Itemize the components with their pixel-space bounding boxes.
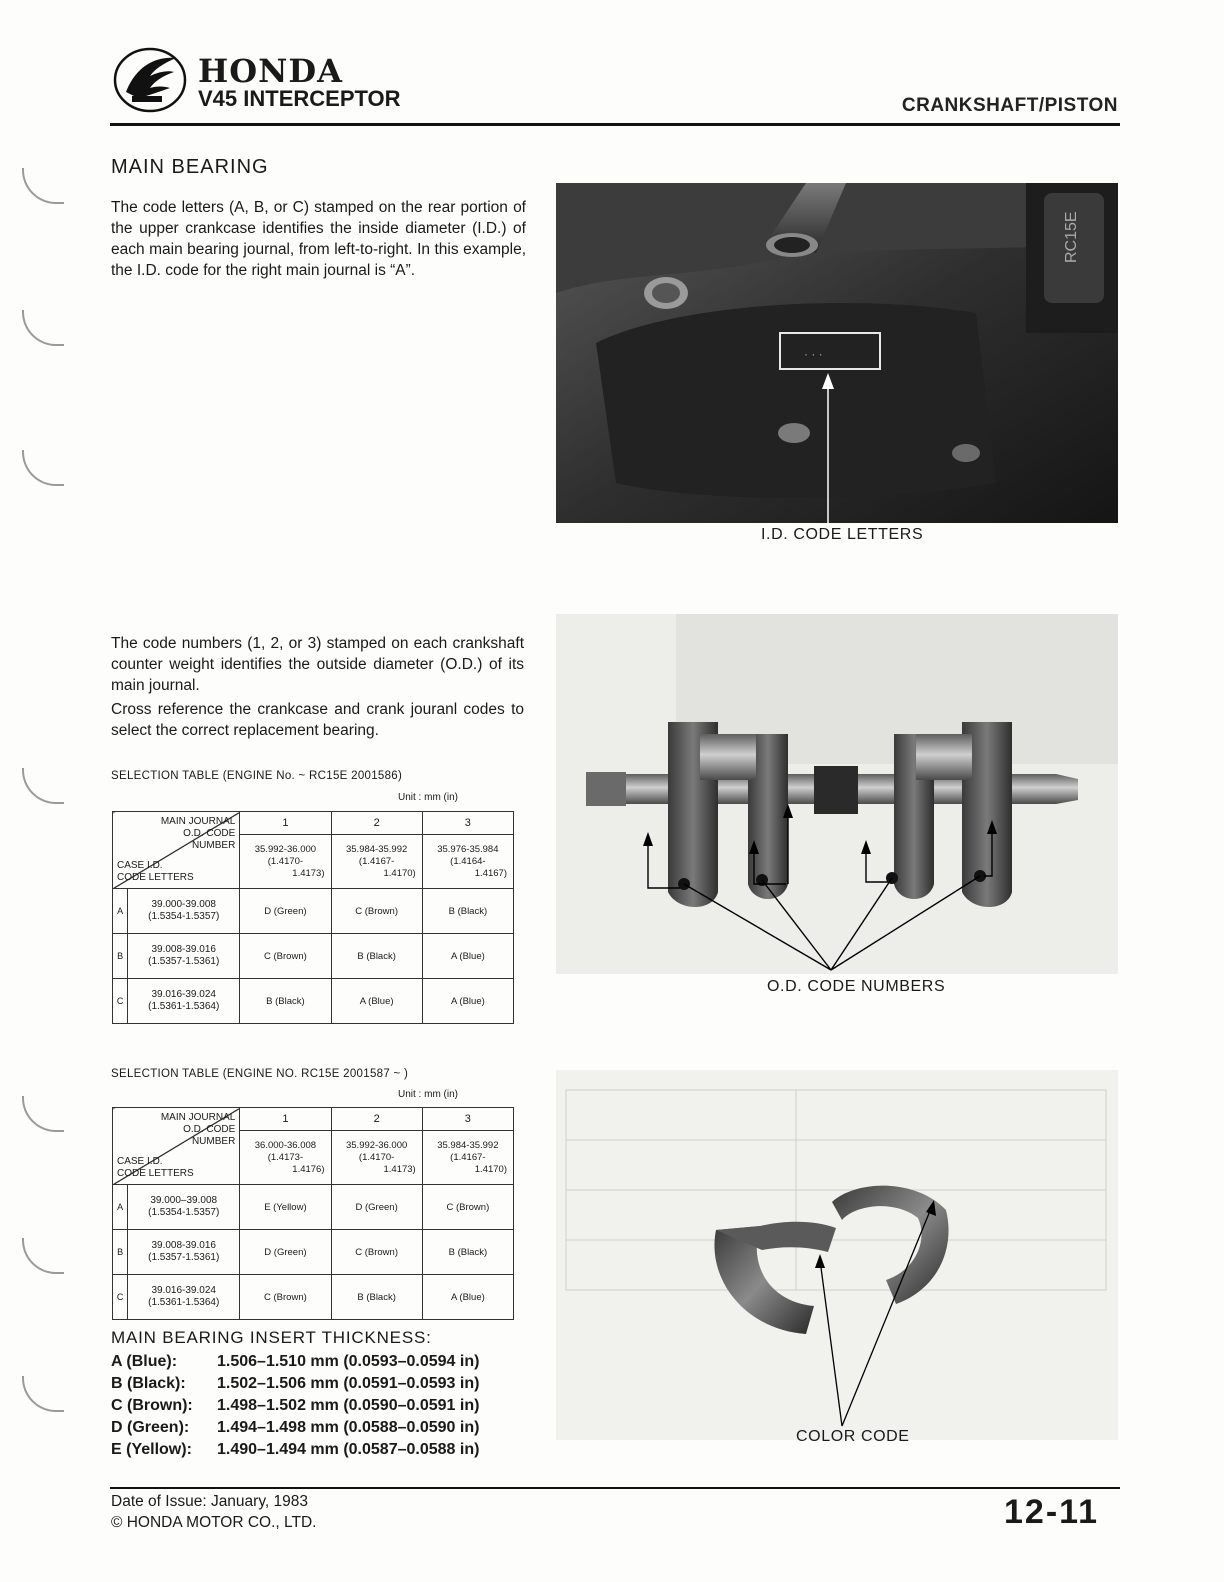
crankcase-stamp: RC15E (1063, 211, 1080, 263)
corner-label: NUMBER (191, 1136, 236, 1147)
table2-caption: SELECTION TABLE (ENGINE NO. RC15E 2001587 ~ ) (111, 1068, 409, 1080)
table1-col-number: 3 (422, 812, 513, 835)
row-letter: B (113, 1230, 128, 1275)
cross-reference-paragraph: Cross reference the crankcase and crank jouranl codes to select the correct replacement bearing. (111, 701, 524, 739)
table2-col-number: 2 (331, 1108, 422, 1131)
table-cell: D (Green) (331, 1185, 422, 1230)
crankshaft-photo (556, 614, 1118, 974)
corner-label: CODE LETTERS (117, 872, 194, 883)
row-range-mm: 39.016-39.024 (151, 989, 216, 1000)
col-range-in: 1.4173) (383, 1163, 416, 1175)
insert-value: 1.506–1.510 mm (0.0593–0.0594 in) (217, 1353, 480, 1370)
row-range (128, 1275, 240, 1320)
table-cell: D (Green) (240, 1230, 331, 1275)
row-letter: A (113, 1185, 128, 1230)
table-cell: B (Black) (422, 889, 513, 934)
corner-label: O.D. CODE (183, 828, 236, 839)
row-range-in: (1.5361-1.5364) (148, 1297, 220, 1308)
table-row (113, 1275, 514, 1320)
corner-label: O.D. CODE (183, 1124, 236, 1135)
col-range-in: (1.4173- (267, 1151, 304, 1163)
table-cell: B (Black) (240, 979, 331, 1024)
table-cell: B (Black) (422, 1230, 513, 1275)
table-row (113, 934, 514, 979)
honda-brand-header (112, 44, 412, 120)
row-letter: C (113, 1275, 128, 1320)
corner-label: MAIN JOURNAL (160, 1112, 236, 1123)
insert-value: 1.498–1.502 mm (0.0590–0.0591 in) (217, 1397, 480, 1414)
table-cell: C (Brown) (240, 1275, 331, 1320)
od-code-paragraph: The code numbers (1, 2, or 3) stamped on each crankshaft counter weight identifies the outside diameter (O.D.) of its main journal. (111, 635, 524, 694)
table-cell: C (Brown) (331, 1230, 422, 1275)
table-cell: A (Blue) (422, 979, 513, 1024)
row-range-in: (1.5354-1.5357) (148, 1207, 220, 1218)
table1-col-range (331, 835, 422, 889)
insert-label: A (Blue): (111, 1353, 178, 1370)
selection-table-1 (112, 811, 514, 1024)
insert-value: 1.502–1.506 mm (0.0591–0.0593 in) (217, 1375, 480, 1392)
col-range-in: 1.4170) (383, 867, 416, 879)
table2-col-number: 3 (422, 1108, 513, 1131)
row-letter: C (113, 979, 128, 1024)
binder-hole (22, 768, 64, 804)
col-range-in: 1.4173) (292, 867, 325, 879)
table-cell: A (Blue) (331, 979, 422, 1024)
table2-unit: Unit : mm (in) (398, 1089, 458, 1100)
color-code-caption: COLOR CODE (796, 1428, 910, 1445)
insert-value: 1.494–1.498 mm (0.0588–0.0590 in) (217, 1419, 480, 1436)
row-range-mm: 39.008-39.016 (151, 1240, 216, 1251)
list-item (111, 1397, 541, 1419)
row-letter: B (113, 934, 128, 979)
row-range (128, 1185, 240, 1230)
crankshaft-illustration (556, 614, 1118, 974)
id-code-letters-caption: I.D. CODE LETTERS (761, 526, 924, 543)
crankcase-illustration (556, 183, 1118, 523)
corner-label: CASE I.D. (117, 1156, 163, 1167)
insert-label: C (Brown): (111, 1397, 193, 1414)
col-range-in: (1.4170- (267, 855, 304, 867)
insert-thickness-title: MAIN BEARING INSERT THICKNESS: (111, 1328, 432, 1347)
list-item (111, 1353, 541, 1375)
list-item (111, 1419, 541, 1441)
list-item (111, 1441, 541, 1463)
row-range-in: (1.5361-1.5364) (148, 1001, 220, 1012)
table-cell: B (Black) (331, 1275, 422, 1320)
col-range-mm: 35.976-35.984 (437, 843, 499, 855)
row-range-in: (1.5357-1.5361) (148, 1252, 220, 1263)
honda-wing-logo-icon (112, 46, 188, 114)
table-cell: C (Brown) (331, 889, 422, 934)
footer-divider (110, 1487, 1120, 1489)
insert-label: D (Green): (111, 1419, 190, 1436)
insert-label: E (Yellow): (111, 1441, 192, 1458)
table-cell: C (Brown) (240, 934, 331, 979)
table-cell: D (Green) (240, 889, 331, 934)
insert-thickness-list (111, 1353, 541, 1463)
copyright: © HONDA MOTOR CO., LTD. (111, 1514, 317, 1531)
brand-name: HONDA (198, 52, 343, 90)
col-range-mm: 35.984-35.992 (437, 1139, 499, 1151)
table-cell: A (Blue) (422, 934, 513, 979)
issue-date: Date of Issue: January, 1983 (111, 1493, 309, 1510)
binder-hole (22, 1238, 64, 1274)
col-range-mm: 36.000-36.008 (254, 1139, 317, 1151)
section-title-header: CRANKSHAFT/PISTON (901, 95, 1118, 116)
corner-label: CASE I.D. (117, 860, 163, 871)
model-name: V45 INTERCEPTOR (198, 86, 401, 111)
col-range-in: (1.4167- (358, 855, 395, 867)
table-row (113, 889, 514, 934)
row-range-mm: 39.000–39.008 (150, 1195, 218, 1206)
col-range-mm: 35.984-35.992 (345, 843, 408, 855)
header-divider (110, 123, 1120, 126)
row-range-mm: 39.016-39.024 (151, 1285, 216, 1296)
table-row (113, 979, 514, 1024)
table2-col-number: 1 (240, 1108, 331, 1131)
main-bearing-title: MAIN BEARING (111, 156, 269, 178)
bearing-insert-illustration (556, 1070, 1118, 1440)
col-range-in: (1.4167- (450, 1151, 486, 1163)
col-range-in: 1.4167) (474, 867, 507, 879)
binder-hole (22, 450, 64, 486)
table2-col-range (331, 1131, 422, 1185)
col-range-in: (1.4164- (450, 855, 486, 867)
table1-col-range (240, 835, 331, 889)
id-code-paragraph: The code letters (A, B, or C) stamped on the rear portion of the upper crankcase identifies the inside diameter (I.D.) of each main bearing journal, from left-to-right. In this example, the I.D. code for the right main journal is “A”. (111, 199, 526, 279)
list-item (111, 1375, 541, 1397)
table2-col-range (422, 1131, 513, 1185)
table-cell: E (Yellow) (240, 1185, 331, 1230)
footer-info (111, 1491, 316, 1533)
table-cell: A (Blue) (422, 1275, 513, 1320)
row-range (128, 934, 240, 979)
table-cell: B (Black) (331, 934, 422, 979)
crankcase-photo (556, 183, 1118, 523)
row-range (128, 1230, 240, 1275)
table2-col-range (240, 1131, 331, 1185)
svg-text:· · ·: · · · (804, 347, 823, 361)
od-code-numbers-caption: O.D. CODE NUMBERS (767, 978, 946, 995)
table1-col-number: 2 (331, 812, 422, 835)
col-range-in: (1.4170- (358, 1151, 395, 1163)
row-letter: A (113, 889, 128, 934)
corner-label: MAIN JOURNAL (160, 816, 236, 827)
table1-caption: SELECTION TABLE (ENGINE No. ~ RC15E 2001586) (111, 770, 403, 782)
table1-corner-header (113, 812, 240, 889)
table1-col-range (422, 835, 513, 889)
row-range-mm: 39.000-39.008 (151, 899, 216, 910)
table-row (113, 1185, 514, 1230)
selection-table-2 (112, 1107, 514, 1320)
table-row (113, 1230, 514, 1275)
col-range-mm: 35.992-36.000 (345, 1139, 408, 1151)
col-range-in: 1.4176) (292, 1163, 325, 1175)
bearing-insert-photo (556, 1070, 1118, 1440)
binder-hole (22, 1096, 64, 1132)
corner-label: NUMBER (191, 840, 236, 851)
binder-hole (22, 310, 64, 346)
row-range (128, 979, 240, 1024)
insert-label: B (Black): (111, 1375, 186, 1392)
col-range-mm: 35.992-36.000 (254, 843, 317, 855)
binder-hole (22, 168, 64, 204)
row-range (128, 889, 240, 934)
table-cell: C (Brown) (422, 1185, 513, 1230)
row-range-in: (1.5354-1.5357) (148, 911, 220, 922)
insert-value: 1.490–1.494 mm (0.0587–0.0588 in) (217, 1441, 480, 1458)
page-number: 12-11 (1004, 1493, 1100, 1531)
col-range-in: 1.4170) (474, 1163, 507, 1175)
binder-hole (22, 1376, 64, 1412)
corner-label: CODE LETTERS (117, 1168, 194, 1179)
table1-col-number: 1 (240, 812, 331, 835)
table2-corner-header (113, 1108, 240, 1185)
table1-unit: Unit : mm (in) (398, 792, 458, 803)
row-range-mm: 39.008-39.016 (151, 944, 216, 955)
row-range-in: (1.5357-1.5361) (148, 956, 220, 967)
